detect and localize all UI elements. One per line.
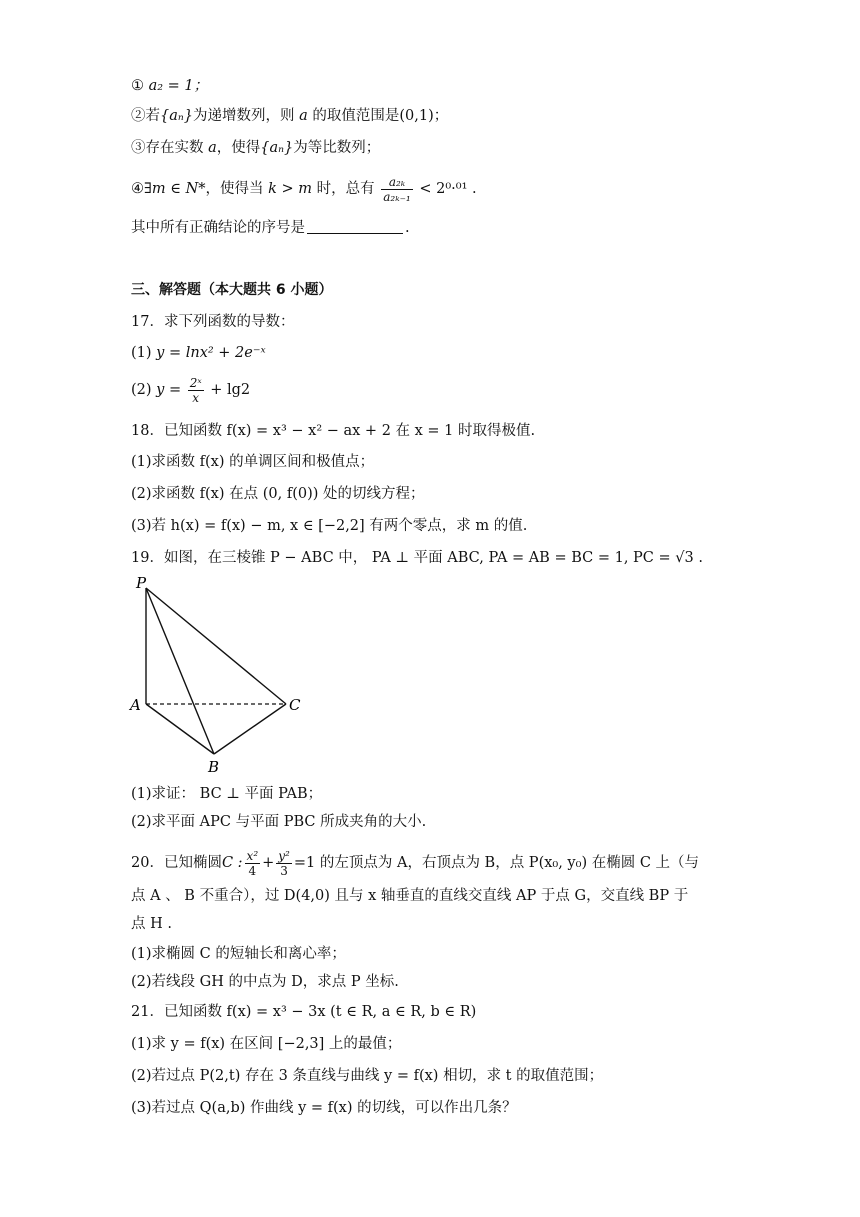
- pyramid-diagram: [126, 574, 316, 774]
- q17-part-2-y: y =: [156, 382, 182, 398]
- q19-stem: 19．如图，在三棱锥 P − ABC 中， PA ⊥ 平面 ABC, PA = AB = BC = 1, PC = √3 .: [131, 550, 703, 566]
- q18-stem: 18．已知函数 f(x) = x³ − x² − ax + 2 在 x = 1 时取得极值.: [131, 423, 536, 439]
- statement-3: [131, 138, 380, 158]
- statement-3-end: 为等比数列；: [293, 140, 381, 156]
- q18-part-3: (3)若 h(x) = f(x) − m, x ∈ [−2,2] 有两个零点，求 m 的值.: [131, 518, 528, 534]
- q17-part-2-denominator: x: [192, 390, 200, 405]
- statement-2-var: a: [299, 108, 308, 124]
- statement-2: [131, 106, 448, 126]
- q17-part-2-label: (2): [131, 382, 152, 398]
- q17-part-2-fraction: [188, 376, 204, 405]
- statement-1: [131, 76, 208, 96]
- q20-fraction-y-den: 3: [280, 863, 288, 878]
- q20-stem-lead: 20．已知椭圆: [131, 855, 222, 871]
- q21-stem: 21．已知函数 f(x) = x³ − 3x (t ∈ R, a ∈ R, b ∈ R): [131, 1004, 477, 1020]
- edge-BC: [214, 704, 286, 754]
- statement-1-marker: ①: [131, 78, 144, 94]
- q20-part-1: (1)求椭圆 C 的短轴长和离心率；: [131, 946, 346, 962]
- statement-2-range: (0,1)；: [399, 108, 449, 124]
- q20-part-2: (2)若线段 GH 的中点为 D，求点 P 坐标.: [131, 974, 399, 990]
- q18-part-2: (2)求函数 f(x) 在点 (0, f(0)) 处的切线方程；: [131, 486, 425, 502]
- q20-fraction-y: [276, 849, 292, 878]
- edge-PC: [146, 588, 286, 704]
- statement-4-condition: k > m: [268, 181, 313, 197]
- q17-part-1: [131, 343, 266, 363]
- conclusion-line: [131, 218, 410, 238]
- q17-part-2-numerator: 2ˣ: [189, 375, 202, 390]
- q20-fraction-x-num: x²: [246, 848, 259, 863]
- q20-line-3: 点 H .: [131, 916, 172, 932]
- q20-fraction-x: [245, 849, 261, 878]
- statement-1-expr: a₂ = 1；: [148, 78, 209, 94]
- statement-2-lead: ②若: [131, 108, 160, 124]
- statement-4: [131, 172, 477, 206]
- statement-3-var: a: [208, 140, 217, 156]
- vertex-label-A: A: [130, 696, 141, 714]
- statement-2-end: 的取值范围是: [312, 108, 400, 124]
- q18-part-1: (1)求函数 f(x) 的单调区间和极值点；: [131, 454, 375, 470]
- statement-4-mid: ，使得当: [205, 181, 264, 197]
- q20-fraction-x-den: 4: [248, 863, 257, 878]
- section-3-title: 三、解答题（本大题共 6 小题）: [131, 282, 333, 298]
- q20-ellipse-name: C :: [221, 855, 243, 871]
- vertex-label-P: P: [136, 574, 147, 592]
- q21-part-2: (2)若过点 P(2,t) 存在 3 条直线与曲线 y = f(x) 相切，求 t 的取值范围；: [131, 1068, 604, 1084]
- q21-part-3: (3)若过点 Q(a,b) 作曲线 y = f(x) 的切线，可以作出几条？: [131, 1100, 517, 1116]
- q17-part-2: [131, 373, 250, 407]
- statement-4-numerator: a₂ₖ: [381, 175, 413, 190]
- q19-part-1: (1)求证： BC ⊥ 平面 PAB；: [131, 786, 323, 802]
- q21-part-1: (1)求 y = f(x) 在区间 [−2,3] 上的最值；: [131, 1036, 402, 1052]
- answer-blank[interactable]: [307, 219, 403, 234]
- statement-3-lead: ③存在实数: [131, 140, 204, 156]
- q20-stem: [131, 846, 699, 880]
- q17-part-1-expr: y = lnx² + 2e⁻ˣ: [156, 345, 266, 361]
- q19-part-2: (2)求平面 APC 与平面 PBC 所成夹角的大小.: [131, 814, 427, 830]
- statement-3-sequence: {aₙ}: [260, 140, 294, 156]
- statement-4-mid2: 时，总有: [316, 181, 375, 197]
- statement-4-denominator: a₂ₖ₋₁: [383, 189, 411, 204]
- q17-stem: 17．求下列函数的导数：: [131, 314, 295, 330]
- q17-part-1-label: (1): [131, 345, 152, 361]
- statement-2-sequence: {aₙ}: [160, 108, 193, 124]
- q20-fraction-y-num: y²: [278, 848, 290, 863]
- q20-plus: +: [262, 855, 275, 871]
- statement-4-fraction: [381, 175, 413, 204]
- vertex-label-C: C: [289, 696, 301, 714]
- statement-4-end: < 2⁰·⁰¹ .: [419, 181, 477, 197]
- q17-part-2-tail: + lg2: [210, 382, 251, 398]
- statement-4-marker: ④: [131, 181, 144, 197]
- statement-3-mid: ，使得: [216, 140, 261, 156]
- q20-line-2: 点 A 、 B 不重合），过 D(4,0) 且与 x 轴垂直的直线交直线 AP 于点 G，交直线 BP 于: [131, 888, 689, 904]
- q20-stem-rest: =1 的左顶点为 A，右顶点为 B，点 P(x₀, y₀) 在椭圆 C 上（与: [293, 855, 700, 871]
- pyramid-figure: [126, 574, 316, 774]
- statement-2-mid: 为递增数列，则: [192, 108, 295, 124]
- conclusion-text: 其中所有正确结论的序号是: [131, 220, 305, 236]
- conclusion-end: .: [405, 220, 410, 236]
- statement-4-exists: ∃m ∈ N*: [144, 181, 206, 197]
- vertex-label-B: B: [208, 758, 220, 774]
